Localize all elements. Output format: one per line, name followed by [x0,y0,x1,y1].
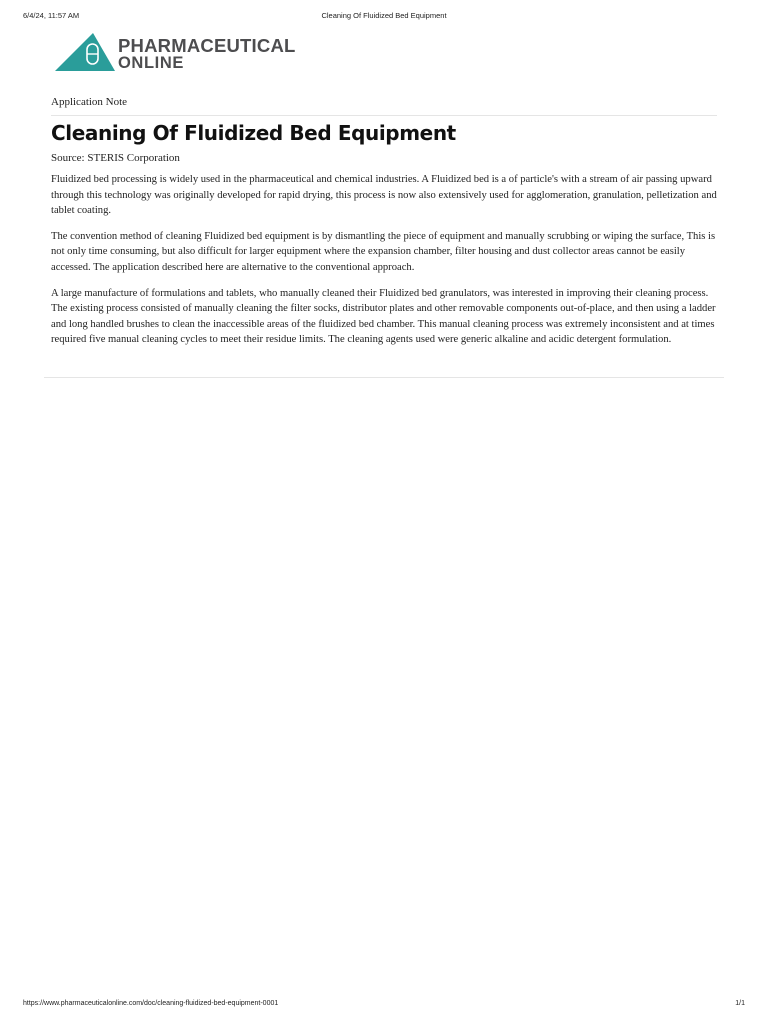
print-header [23,11,745,23]
logo-text-line1: PHARMACEUTICAL [118,35,296,56]
divider [51,115,717,116]
article-source: Source: STERIS Corporation [51,152,180,164]
print-footer [23,1000,745,1010]
print-page-title: Cleaning Of Fluidized Bed Equipment [321,11,447,20]
article-paragraph: The convention method of cleaning Fluidized bed equipment is by dismantling the piece of equipment and manually scrubbing or wiping the surface, This is not only time consuming, but also difficult for larger equipment where the expansion chamber, filter housing and dust collector areas cannot be easily accessed. The application described here are alternative to the conventional approach. [51,230,716,273]
print-url: https://www.pharmaceuticalonline.com/doc/cleaning-fluidized-bed-equipment-0001 [23,1000,279,1007]
article-paragraph: Fluidized bed processing is widely used in the pharmaceutical and chemical industries. A Fluidized bed is a of particle's with a stream of air passing upward through this technology was originally developed for rapid drying, this process is now also extensively used for agglomeration, granulation, pelletization and tablet coating. [51,174,717,217]
site-logo[interactable] [55,32,295,74]
article-title: Cleaning Of Fluidized Bed Equipment [51,121,456,145]
article-paragraph: A large manufacture of formulations and tablets, who manually cleaned their Fluidized bed granulators, was interested in improving their cleaning process. The existing process consisted of manually cleaning the filter socks, distributor plates and other removable components out-of-place, and then using a ladder and long handled brushes to clean the inaccessible areas of the fluidized bed chamber. This manual cleaning process was extremely inconsistent and at times required five manual cleaning cycles to meet their residue limits. The cleaning agents used were generic alkaline and acidic detergent formulation. [51,287,716,346]
capsule-triangle-icon [55,32,115,72]
logo-text-line2: ONLINE [118,54,184,72]
article-category: Application Note [51,96,128,108]
print-page-number: 1/1 [735,1000,745,1007]
article-body [51,172,717,358]
print-date: 6/4/24, 11:57 AM [23,11,80,20]
divider [44,377,724,378]
